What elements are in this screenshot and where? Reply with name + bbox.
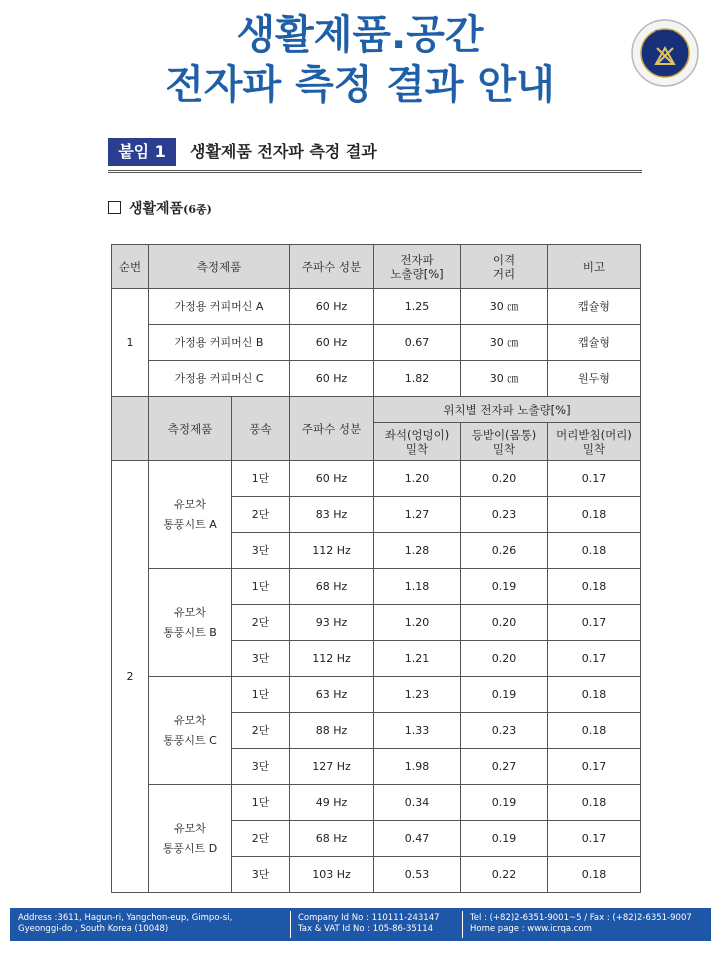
seat-value: 1.98 xyxy=(374,749,461,785)
section-count: (6종) xyxy=(183,203,212,216)
header-frequency: 주파수 성분 xyxy=(290,397,374,461)
page-title xyxy=(0,10,720,110)
head-value: 0.17 xyxy=(548,821,641,857)
back-value: 0.20 xyxy=(461,641,548,677)
head-value: 0.18 xyxy=(548,713,641,749)
distance-cell: 30 ㎝ xyxy=(461,325,548,361)
coffee-machine-table xyxy=(111,244,641,397)
ventilation-seat-table xyxy=(111,396,641,893)
product-cell: 가정용 커피머신 C xyxy=(149,361,290,397)
head-value: 0.17 xyxy=(548,749,641,785)
back-value: 0.23 xyxy=(461,497,548,533)
appendix-tag: 붙임 1 xyxy=(108,138,176,166)
table-row xyxy=(112,325,641,361)
frequency-cell: 60 Hz xyxy=(290,461,374,497)
product-cell: 유모차 통풍시트 C xyxy=(149,677,232,785)
head-value: 0.17 xyxy=(548,461,641,497)
header-product: 측정제품 xyxy=(149,245,290,289)
back-value: 0.23 xyxy=(461,713,548,749)
seat-value: 0.53 xyxy=(374,857,461,893)
header-back: 등받이(몸통) 밀착 xyxy=(461,423,548,461)
exposure-cell: 1.25 xyxy=(374,289,461,325)
frequency-cell: 112 Hz xyxy=(290,533,374,569)
header-speed: 풍속 xyxy=(232,397,290,461)
speed-cell: 3단 xyxy=(232,641,290,677)
frequency-cell: 93 Hz xyxy=(290,605,374,641)
head-value: 0.17 xyxy=(548,605,641,641)
header-product: 측정제품 xyxy=(149,397,232,461)
back-value: 0.19 xyxy=(461,821,548,857)
seat-value: 1.18 xyxy=(374,569,461,605)
section-heading xyxy=(108,198,212,218)
product-cell: 유모차 통풍시트 B xyxy=(149,569,232,677)
header-seat: 좌석(엉덩이) 밀착 xyxy=(374,423,461,461)
exposure-cell: 1.82 xyxy=(374,361,461,397)
product-cell: 가정용 커피머신 B xyxy=(149,325,290,361)
head-value: 0.18 xyxy=(548,785,641,821)
note-cell: 캡슐형 xyxy=(548,289,641,325)
back-value: 0.19 xyxy=(461,677,548,713)
speed-cell: 2단 xyxy=(232,821,290,857)
seat-value: 0.47 xyxy=(374,821,461,857)
group-number: 2 xyxy=(112,461,149,893)
header-position-exposure: 위치별 전자파 노출량[%] xyxy=(374,397,641,423)
footer-address: Address :3611, Hagun-ri, Yangchon-eup, Gimpo-si, Gyeonggi-do , South Korea (10048) xyxy=(18,913,233,934)
seat-value: 1.23 xyxy=(374,677,461,713)
head-value: 0.18 xyxy=(548,533,641,569)
back-value: 0.20 xyxy=(461,461,548,497)
back-value: 0.22 xyxy=(461,857,548,893)
back-value: 0.19 xyxy=(461,569,548,605)
seat-value: 1.21 xyxy=(374,641,461,677)
frequency-cell: 68 Hz xyxy=(290,569,374,605)
head-value: 0.18 xyxy=(548,857,641,893)
logo-text: ICR xyxy=(654,30,676,41)
table-header-row xyxy=(112,245,641,289)
distance-cell: 30 ㎝ xyxy=(461,289,548,325)
speed-cell: 1단 xyxy=(232,785,290,821)
header-head: 머리받침(머리) 밀착 xyxy=(548,423,641,461)
frequency-cell: 60 Hz xyxy=(290,289,374,325)
speed-cell: 3단 xyxy=(232,857,290,893)
note-cell: 캡슐형 xyxy=(548,325,641,361)
header-no: 순번 xyxy=(112,245,149,289)
seat-value: 1.27 xyxy=(374,497,461,533)
speed-cell: 2단 xyxy=(232,605,290,641)
title-line-1: 생활제품.공간 xyxy=(236,12,484,58)
back-value: 0.20 xyxy=(461,605,548,641)
speed-cell: 2단 xyxy=(232,497,290,533)
frequency-cell: 103 Hz xyxy=(290,857,374,893)
frequency-cell: 68 Hz xyxy=(290,821,374,857)
frequency-cell: 49 Hz xyxy=(290,785,374,821)
table-row xyxy=(112,461,641,497)
title-line-2: 전자파 측정 결과 안내 xyxy=(165,62,555,108)
speed-cell: 1단 xyxy=(232,677,290,713)
speed-cell: 3단 xyxy=(232,533,290,569)
head-value: 0.18 xyxy=(548,677,641,713)
frequency-cell: 63 Hz xyxy=(290,677,374,713)
group-number: 1 xyxy=(112,289,149,397)
frequency-cell: 60 Hz xyxy=(290,361,374,397)
head-value: 0.18 xyxy=(548,497,641,533)
back-value: 0.19 xyxy=(461,785,548,821)
header-exposure: 전자파 노출량[%] xyxy=(374,245,461,289)
back-value: 0.26 xyxy=(461,533,548,569)
head-value: 0.17 xyxy=(548,641,641,677)
footer-bar xyxy=(10,908,711,941)
seat-value: 1.28 xyxy=(374,533,461,569)
product-cell: 유모차 통풍시트 A xyxy=(149,461,232,569)
header-frequency: 주파수 성분 xyxy=(290,245,374,289)
speed-cell: 1단 xyxy=(232,569,290,605)
note-cell: 원두형 xyxy=(548,361,641,397)
table-row xyxy=(112,361,641,397)
footer-divider xyxy=(290,911,291,938)
table-row xyxy=(112,289,641,325)
footer-divider xyxy=(462,911,463,938)
table-row xyxy=(112,569,641,605)
frequency-cell: 127 Hz xyxy=(290,749,374,785)
seat-value: 1.20 xyxy=(374,461,461,497)
appendix-heading xyxy=(108,136,642,173)
icr-logo xyxy=(630,18,700,88)
frequency-cell: 88 Hz xyxy=(290,713,374,749)
frequency-cell: 112 Hz xyxy=(290,641,374,677)
product-cell: 유모차 통풍시트 D xyxy=(149,785,232,893)
table-header-row xyxy=(112,397,641,423)
footer-contact: Tel : (+82)2-6351-9001~5 / Fax : (+82)2-6351-9007 Home page : www.icrqa.com xyxy=(470,913,692,934)
table-row xyxy=(112,785,641,821)
product-cell: 가정용 커피머신 A xyxy=(149,289,290,325)
frequency-cell: 60 Hz xyxy=(290,325,374,361)
header-distance: 이격 거리 xyxy=(461,245,548,289)
frequency-cell: 83 Hz xyxy=(290,497,374,533)
back-value: 0.27 xyxy=(461,749,548,785)
speed-cell: 1단 xyxy=(232,461,290,497)
appendix-heading-text: 생활제품 전자파 측정 결과 xyxy=(190,142,377,161)
distance-cell: 30 ㎝ xyxy=(461,361,548,397)
header-note: 비고 xyxy=(548,245,641,289)
seat-value: 1.20 xyxy=(374,605,461,641)
header-blank xyxy=(112,397,149,461)
seat-value: 0.34 xyxy=(374,785,461,821)
exposure-cell: 0.67 xyxy=(374,325,461,361)
table-row xyxy=(112,677,641,713)
footer-company: Company Id No : 110111-243147 Tax & VAT Id No : 105-86-35114 xyxy=(298,913,440,934)
head-value: 0.18 xyxy=(548,569,641,605)
speed-cell: 3단 xyxy=(232,749,290,785)
speed-cell: 2단 xyxy=(232,713,290,749)
section-title: 생활제품 xyxy=(129,201,184,217)
checkbox-square-icon xyxy=(108,201,121,214)
seat-value: 1.33 xyxy=(374,713,461,749)
